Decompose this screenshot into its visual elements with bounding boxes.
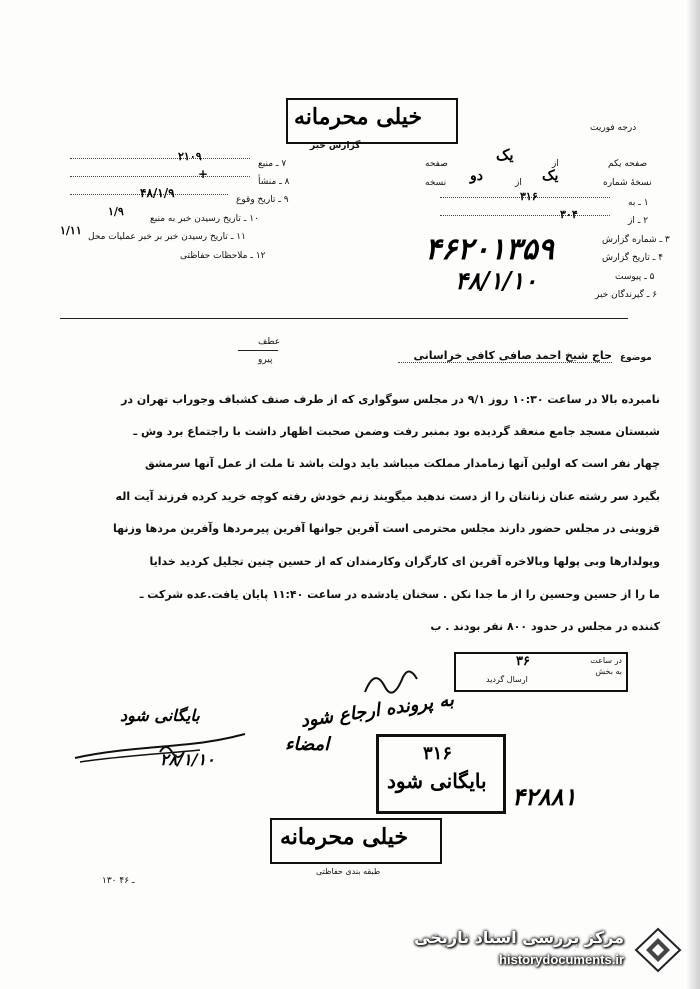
field6-label: ۶ ـ گیرندگان خبر bbox=[595, 290, 658, 300]
watermark-url: historydocuments.ir bbox=[499, 952, 624, 967]
copy-label: نسخهٔ شماره bbox=[603, 178, 652, 188]
handwritten-note-center: به پرونده ارجاع شود bbox=[299, 689, 456, 732]
received-stamp-line2: به بخش bbox=[595, 667, 622, 676]
subject-text: حاج شیخ احمد صافی کافی خراسانی bbox=[398, 349, 612, 363]
report-heading: گزارش خبر bbox=[310, 141, 361, 151]
field1-label: ۱ ـ به bbox=[628, 198, 649, 208]
field7-value: ۲۱۰۹ bbox=[178, 150, 202, 163]
copy-number: یک bbox=[542, 168, 559, 184]
separator-line bbox=[60, 318, 628, 319]
classification-text: خیلی محرمانه bbox=[294, 104, 423, 130]
received-stamp-line1: در ساعت bbox=[590, 656, 622, 665]
page-total: یک bbox=[496, 146, 514, 164]
handwritten-note-left: ۲۸/۱/۱۰ bbox=[160, 750, 215, 769]
field2-value: ۳۰۴ bbox=[560, 208, 578, 221]
field10-label: ۱۰ ـ تاریخ رسیدن خبر به منبع bbox=[150, 214, 259, 224]
archive-stamp-text: بایگانی شود bbox=[387, 769, 487, 793]
classification-bottom-text: خیلی محرمانه bbox=[280, 824, 409, 850]
field9-label: ۹ ـ تاریخ وقوع bbox=[236, 195, 289, 205]
field8-line bbox=[70, 176, 250, 177]
field4-label: ۴ ـ تاریخ گزارش bbox=[602, 253, 664, 263]
copy-word: نسخه bbox=[425, 178, 447, 188]
received-stamp-line3: ارسال گردید bbox=[486, 675, 528, 684]
signature-scribble-left bbox=[70, 730, 250, 770]
field11-label: ۱۱ ـ تاریخ رسیدن خبر بر خبر عملیات محل bbox=[88, 232, 246, 242]
classification-stamp-bottom bbox=[270, 818, 442, 864]
body-line: ما را از حسین وحسین را از ما جدا نکن . سخنان یادشده در ساعت ۱۱:۴۰ پایان یافت.عده شرکت ـ bbox=[139, 588, 660, 601]
archive-stamp-number: ۳۱۶ bbox=[423, 743, 453, 764]
priority-label: درجه فوریت bbox=[590, 123, 637, 133]
classification-stamp-top bbox=[286, 98, 458, 144]
atf-label: عطف bbox=[258, 337, 281, 347]
watermark-logo-icon bbox=[632, 926, 684, 974]
page-word: صفحه bbox=[425, 159, 448, 169]
signature-scribble-center bbox=[360, 662, 420, 702]
page-label: صفحه یکم bbox=[608, 159, 648, 169]
body-line: شبستان مسجد جامع منعقد گردیده بود بمنبر رفت وضمن صحبت اظهار داشت با راجتماع برد وش ـ bbox=[133, 425, 660, 438]
field8-label: ۸ ـ منشأ bbox=[258, 177, 290, 187]
field5-label: ۵ ـ پیوست bbox=[615, 272, 655, 282]
body-line: کننده در مجلس در حدود ۸۰۰ نفر بودند . ب bbox=[430, 620, 660, 633]
page-of: از bbox=[552, 159, 559, 169]
archive-stamp bbox=[376, 734, 506, 814]
received-stamp-value: ۳۶ bbox=[516, 654, 530, 669]
field2-line bbox=[440, 215, 610, 216]
body-line: چهار نفر است که اولین آنها زمامدار مملکت میباشد باید دولت باشد تا ملت از عمل آنها سرمشق bbox=[144, 457, 660, 470]
handwritten-sign-center: امضاء bbox=[285, 734, 330, 755]
received-stamp bbox=[454, 652, 628, 692]
body-line: نامبرده بالا در ساعت ۱۰:۳۰ روز ۹/۱ در مجلس سوگواری که از طرف صنف کشباف وجوراب تهران در bbox=[121, 393, 660, 406]
field12-label: ۱۲ ـ ملاحظات حفاظتی bbox=[180, 251, 266, 261]
field3-label: ۳ ـ شماره گزارش bbox=[602, 235, 670, 245]
field7-label: ۷ ـ منبع bbox=[258, 159, 287, 169]
archive-number: ۴۲۸۸۱ bbox=[512, 782, 577, 811]
body-line: قزوینی در مجلس حضور دارند مجلس محترمی است آفرین جوانها آفرین پیرمردها وآفرین مردها وزنها bbox=[112, 522, 660, 535]
scan-edge bbox=[686, 0, 700, 989]
copy-of: از bbox=[515, 178, 522, 188]
classification-caption: طبقه بندی حفاظتی bbox=[316, 867, 381, 876]
atf-divider bbox=[238, 350, 278, 351]
field9-value: ۴۸/۱/۹ bbox=[140, 186, 175, 200]
field11-value: ۱/۱۱ bbox=[60, 224, 82, 237]
form-code: ۱۳۰ ـ ۴۶ bbox=[102, 876, 135, 886]
field10-value: ۱/۹ bbox=[108, 205, 124, 218]
peyro-label: پیرو bbox=[258, 355, 273, 365]
body-line: بگیرد سر رشته عنان زنانتان را از دست ندهید میگویند زنم خودش رفته کوچه خرید کرده فرزند آیت اله bbox=[115, 490, 660, 503]
handwritten-note-right: بایگانی شود bbox=[120, 706, 200, 725]
field1-value: ۳۱۶ bbox=[520, 190, 538, 203]
field2-label: ۲ ـ از bbox=[628, 216, 649, 226]
body-line: وپولدارها وبی پولها وبالاخره آفرین ای کارگران وکارمندان که از حسین چنین تجلیل کردید خدایا bbox=[149, 555, 660, 568]
field8-value: + bbox=[198, 167, 209, 181]
handwritten-report-number: ۴۶۲۰۱۳۵۹ bbox=[425, 232, 554, 267]
handwritten-report-date: ۴۸/۱/۱۰ bbox=[455, 266, 537, 295]
copy-total: دو bbox=[470, 168, 483, 184]
watermark bbox=[400, 922, 690, 978]
watermark-title: مرکز بررسی اسناد تاریخی bbox=[414, 928, 624, 947]
subject-label: موضوع bbox=[620, 353, 652, 363]
field7-line bbox=[70, 158, 250, 159]
